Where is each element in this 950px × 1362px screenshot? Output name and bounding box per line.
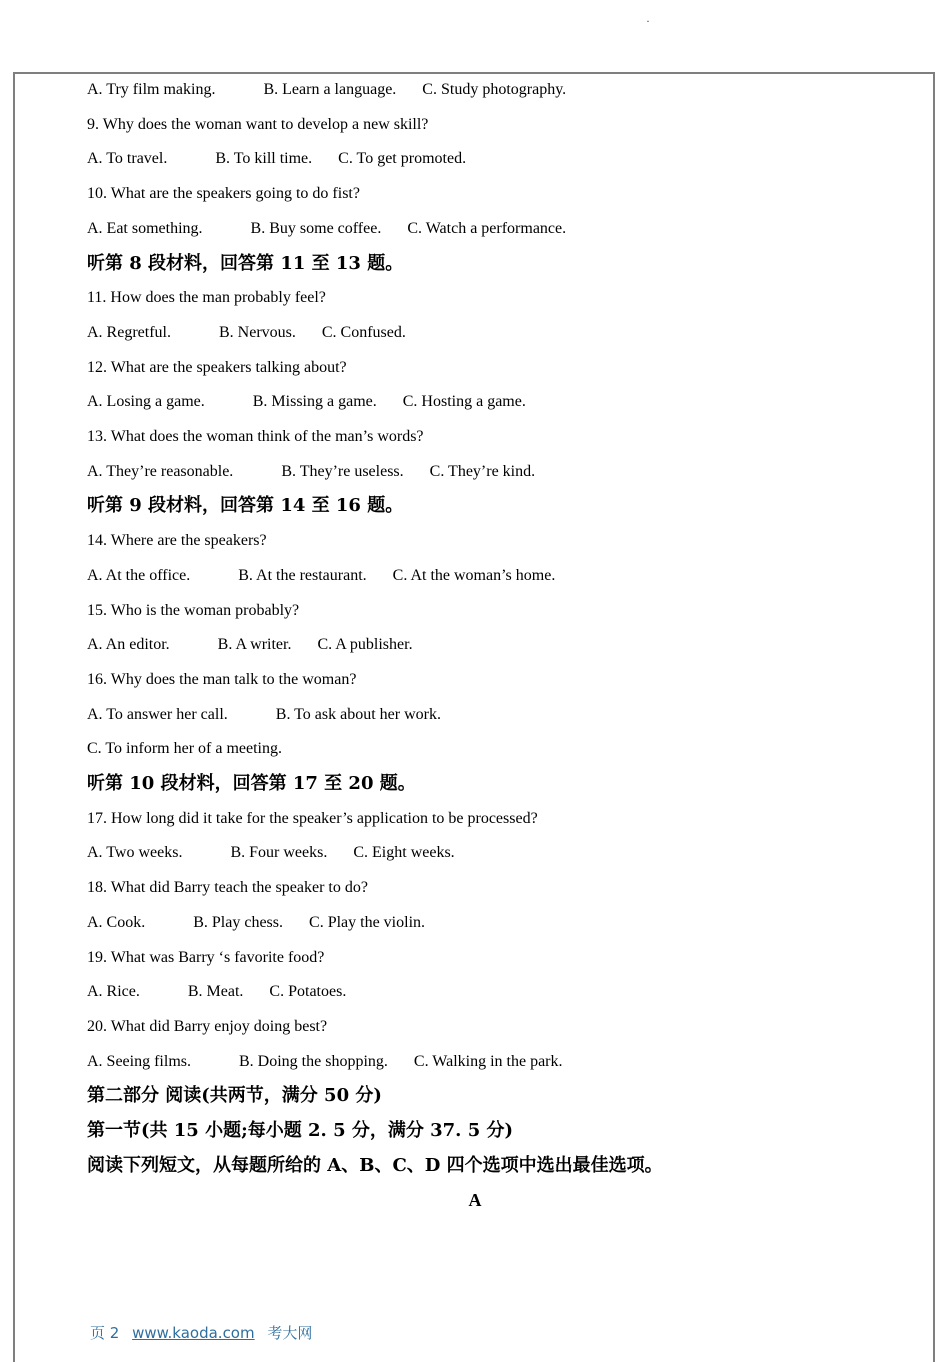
answer-option: C. A publisher. — [317, 636, 413, 654]
answer-option: B. A writer. — [217, 636, 292, 654]
answer-option: A. Seeing films. — [87, 1052, 191, 1070]
page-footer — [90, 1322, 320, 1343]
question-text: 13. What does the woman think of the man’s words? — [87, 428, 424, 445]
section-heading: 听第 10 段材料，回答第 17 至 20 题。 — [87, 773, 416, 794]
answer-option: C. At the woman’s home. — [392, 566, 556, 584]
answer-option: B. They’re useless. — [281, 462, 404, 480]
answer-option: B. Nervous. — [218, 323, 296, 341]
answer-option: C. Hosting a game. — [402, 393, 526, 411]
section-heading: 阅读下列短文，从每题所给的 A、B、C、D 四个选项中选出最佳选项。 — [87, 1154, 663, 1176]
answer-option: C. Study photography. — [422, 81, 567, 98]
answer-option: B. At the restaurant. — [238, 566, 367, 584]
answer-option: A. Eat something. — [87, 219, 203, 237]
answer-options — [87, 703, 441, 727]
answer-options — [87, 564, 555, 588]
question-text: C. To inform her of a meeting. — [87, 740, 282, 758]
answer-option: B. Buy some coffee. — [250, 219, 382, 237]
answer-option: A. Two weeks. — [87, 844, 183, 862]
answer-option: B. Learn a language. — [263, 81, 397, 98]
section-heading: 第一节(共 15 小题;每小题 2. 5 分，满分 37. 5 分) — [87, 1120, 514, 1141]
answer-options — [87, 78, 566, 102]
answer-options — [87, 147, 466, 171]
answer-option: B. Play chess. — [193, 913, 284, 931]
question-text: 14. Where are the speakers? — [87, 532, 267, 550]
section-heading: 第二部分 阅读(共两节，满分 50 分) — [87, 1085, 382, 1107]
answer-options — [87, 1050, 563, 1074]
answer-option: C. Potatoes. — [269, 983, 347, 1001]
answer-option: A. Regretful. — [87, 323, 171, 341]
answer-option: B. Meat. — [187, 983, 244, 1001]
answer-option: A. They’re reasonable. — [87, 462, 234, 480]
answer-option: B. Missing a game. — [252, 393, 377, 411]
question-text: 19. What was Barry ‘s favorite food? — [87, 948, 325, 966]
answer-options — [87, 911, 425, 935]
site-link[interactable]: www.kaoda.com — [132, 1324, 255, 1342]
question-text: 17. How long did it take for the speaker’s application to be processed? — [87, 809, 538, 827]
answer-option: A. Losing a game. — [87, 393, 205, 411]
answer-option: C. They’re kind. — [429, 462, 536, 480]
answer-option: B. To ask about her work. — [275, 705, 441, 723]
answer-option: B. Four weeks. — [230, 844, 328, 862]
answer-options — [87, 321, 406, 345]
section-heading: 听第 8 段材料，回答第 11 至 13 题。 — [87, 252, 404, 274]
question-text: 12. What are the speakers talking about? — [87, 358, 347, 376]
answer-options — [87, 841, 455, 865]
question-text: 9. Why does the woman want to develop a new skill? — [87, 115, 429, 133]
answer-option: A. Rice. — [87, 983, 140, 1001]
answer-options — [87, 633, 413, 657]
answer-option: A. An editor. — [87, 636, 170, 654]
section-heading: 听第 9 段材料，回答第 14 至 16 题。 — [87, 495, 404, 517]
question-text: 18. What did Barry teach the speaker to do? — [87, 879, 368, 897]
answer-options — [87, 390, 526, 414]
answer-option: C. Eight weeks. — [353, 844, 455, 862]
answer-option: A. To answer her call. — [87, 705, 228, 723]
answer-option: C. Confused. — [321, 323, 406, 341]
question-text: 16. Why does the man talk to the woman? — [87, 670, 357, 688]
question-text: 11. How does the man probably feel? — [87, 289, 326, 307]
answer-option: A. Cook. — [87, 913, 146, 931]
site-name: 考大网 — [267, 1324, 313, 1342]
top-mark: · — [646, 14, 650, 28]
question-text: 15. Who is the woman probably? — [87, 601, 300, 619]
answer-option: B. Doing the shopping. — [239, 1052, 388, 1070]
answer-options — [87, 980, 346, 1004]
answer-option: C. Watch a performance. — [407, 219, 567, 237]
question-text: 20. What did Barry enjoy doing best? — [87, 1017, 328, 1035]
answer-option: B. To kill time. — [215, 150, 313, 168]
passage-title: A — [468, 1190, 482, 1211]
answer-option: C. To get promoted. — [338, 150, 467, 168]
answer-option: A. Try film making. — [87, 81, 216, 98]
answer-option: A. At the office. — [87, 566, 191, 584]
question-text: 10. What are the speakers going to do fist? — [87, 185, 360, 203]
page-number: 页 2 — [90, 1324, 120, 1342]
answer-options — [87, 217, 566, 241]
answer-option: C. Play the violin. — [309, 913, 426, 931]
answer-option: A. To travel. — [87, 150, 168, 168]
answer-option: C. Walking in the park. — [413, 1052, 563, 1070]
answer-options — [87, 460, 535, 484]
